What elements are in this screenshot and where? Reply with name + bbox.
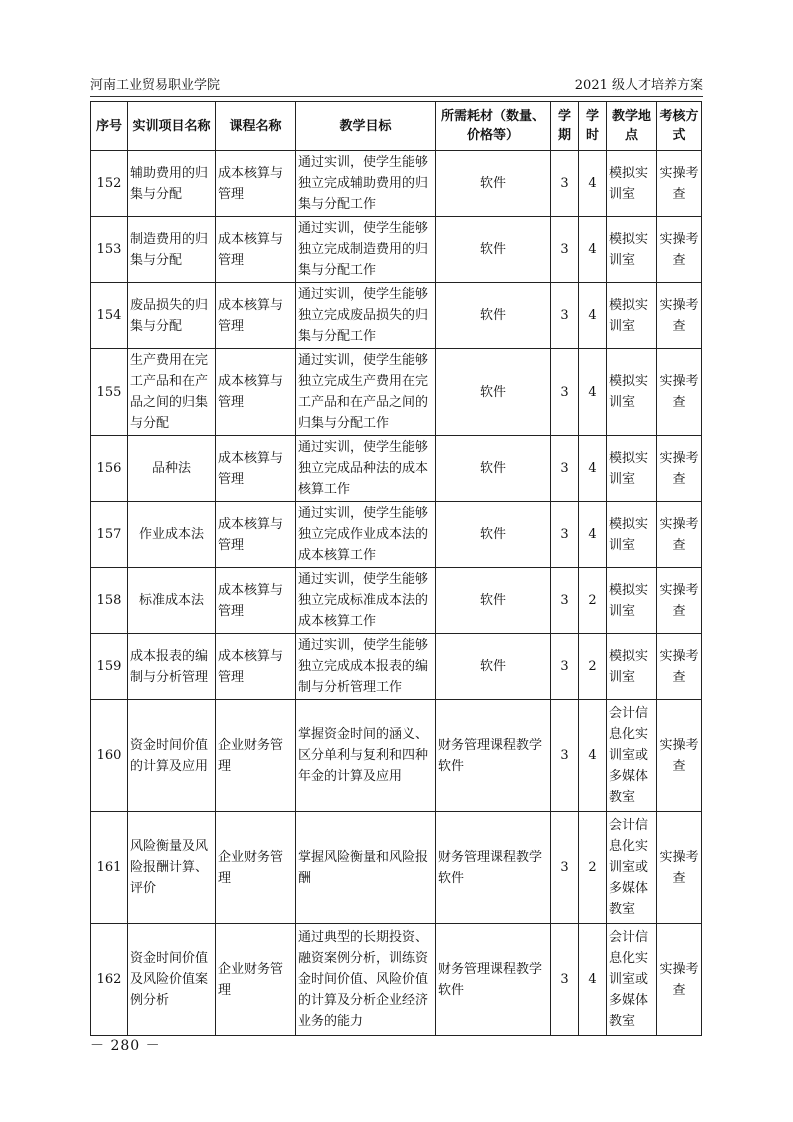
cell-no: 155 [91, 349, 128, 436]
cell-course: 成本核算与管理 [216, 349, 296, 436]
cell-assess: 实操考查 [657, 924, 702, 1036]
cell-course: 企业财务管理 [216, 924, 296, 1036]
table-row [91, 436, 702, 502]
cell-material: 财务管理课程教学软件 [436, 924, 551, 1036]
page-number: － 280 － [90, 1038, 161, 1054]
cell-course: 企业财务管理 [216, 812, 296, 924]
table-row [91, 502, 702, 568]
cell-place: 会计信息化实训室或多媒体教室 [607, 812, 657, 924]
cell-hours: 4 [579, 436, 607, 502]
cell-goal: 通过实训，使学生能够独立完成品种法的成本核算工作 [296, 436, 436, 502]
cell-assess: 实操考查 [657, 436, 702, 502]
cell-assess: 实操考查 [657, 217, 702, 283]
cell-assess: 实操考查 [657, 634, 702, 700]
cell-course: 成本核算与管理 [216, 217, 296, 283]
document-title: 2021 级人才培养方案 [574, 78, 703, 93]
cell-goal: 通过实训，使学生能够独立完成制造费用的归集与分配工作 [296, 217, 436, 283]
table-row [91, 812, 702, 924]
cell-material: 软件 [436, 349, 551, 436]
cell-hours: 4 [579, 283, 607, 349]
cell-goal: 通过实训，使学生能够独立完成辅助费用的归集与分配工作 [296, 151, 436, 217]
cell-hours: 4 [579, 502, 607, 568]
cell-hours: 4 [579, 151, 607, 217]
cell-project: 品种法 [128, 436, 216, 502]
cell-place: 模拟实训室 [607, 217, 657, 283]
cell-material: 财务管理课程教学软件 [436, 812, 551, 924]
col-header-no: 序号 [91, 102, 128, 151]
cell-no: 154 [91, 283, 128, 349]
cell-place: 模拟实训室 [607, 502, 657, 568]
cell-project: 辅助费用的归集与分配 [128, 151, 216, 217]
cell-course: 成本核算与管理 [216, 502, 296, 568]
cell-goal: 通过实训，使学生能够独立完成生产费用在完工产品和在产品之间的归集与分配工作 [296, 349, 436, 436]
col-header-assess: 考核方式 [657, 102, 702, 151]
training-projects-table [90, 101, 702, 1036]
cell-assess: 实操考查 [657, 568, 702, 634]
cell-material: 软件 [436, 217, 551, 283]
cell-term: 3 [551, 349, 579, 436]
table-row [91, 568, 702, 634]
cell-assess: 实操考查 [657, 502, 702, 568]
cell-course: 成本核算与管理 [216, 634, 296, 700]
cell-goal: 通过实训，使学生能够独立完成废品损失的归集与分配工作 [296, 283, 436, 349]
cell-place: 模拟实训室 [607, 568, 657, 634]
table-row [91, 924, 702, 1036]
col-header-term: 学期 [551, 102, 579, 151]
cell-term: 3 [551, 502, 579, 568]
cell-project: 废品损失的归集与分配 [128, 283, 216, 349]
cell-project: 作业成本法 [128, 502, 216, 568]
cell-goal: 通过实训，使学生能够独立完成作业成本法的成本核算工作 [296, 502, 436, 568]
cell-project: 资金时间价值及风险价值案例分析 [128, 924, 216, 1036]
cell-term: 3 [551, 568, 579, 634]
cell-place: 模拟实训室 [607, 283, 657, 349]
cell-goal: 掌握资金时间的涵义、区分单利与复利和四种年金的计算及应用 [296, 700, 436, 812]
cell-course: 企业财务管理 [216, 700, 296, 812]
cell-course: 成本核算与管理 [216, 283, 296, 349]
table-row [91, 349, 702, 436]
cell-term: 3 [551, 151, 579, 217]
table-row [91, 151, 702, 217]
cell-no: 162 [91, 924, 128, 1036]
col-header-course: 课程名称 [216, 102, 296, 151]
cell-place: 模拟实训室 [607, 634, 657, 700]
cell-hours: 4 [579, 217, 607, 283]
cell-project: 风险衡量及风险报酬计算、评价 [128, 812, 216, 924]
cell-material: 软件 [436, 568, 551, 634]
cell-course: 成本核算与管理 [216, 436, 296, 502]
cell-hours: 4 [579, 700, 607, 812]
cell-assess: 实操考查 [657, 700, 702, 812]
table-header-row [91, 102, 702, 151]
cell-assess: 实操考查 [657, 283, 702, 349]
cell-project: 制造费用的归集与分配 [128, 217, 216, 283]
cell-material: 财务管理课程教学软件 [436, 700, 551, 812]
cell-assess: 实操考查 [657, 151, 702, 217]
cell-no: 161 [91, 812, 128, 924]
cell-term: 3 [551, 700, 579, 812]
page-header [90, 76, 703, 97]
cell-term: 3 [551, 217, 579, 283]
cell-place: 模拟实训室 [607, 436, 657, 502]
col-header-material: 所需耗材（数量、价格等） [436, 102, 551, 151]
cell-course: 成本核算与管理 [216, 151, 296, 217]
table-row [91, 700, 702, 812]
cell-no: 152 [91, 151, 128, 217]
cell-place: 模拟实训室 [607, 151, 657, 217]
cell-assess: 实操考查 [657, 812, 702, 924]
cell-no: 160 [91, 700, 128, 812]
cell-project: 生产费用在完工产品和在产品之间的归集与分配 [128, 349, 216, 436]
cell-course: 成本核算与管理 [216, 568, 296, 634]
cell-assess: 实操考查 [657, 349, 702, 436]
col-header-goal: 教学目标 [296, 102, 436, 151]
cell-no: 158 [91, 568, 128, 634]
col-header-project: 实训项目名称 [128, 102, 216, 151]
cell-material: 软件 [436, 283, 551, 349]
cell-place: 模拟实训室 [607, 349, 657, 436]
cell-hours: 2 [579, 634, 607, 700]
cell-no: 159 [91, 634, 128, 700]
cell-project: 成本报表的编制与分析管理 [128, 634, 216, 700]
table-row [91, 217, 702, 283]
col-header-place: 教学地点 [607, 102, 657, 151]
cell-place: 会计信息化实训室或多媒体教室 [607, 700, 657, 812]
cell-term: 3 [551, 436, 579, 502]
cell-hours: 2 [579, 812, 607, 924]
cell-hours: 4 [579, 924, 607, 1036]
cell-material: 软件 [436, 502, 551, 568]
cell-term: 3 [551, 924, 579, 1036]
col-header-hours: 学时 [579, 102, 607, 151]
cell-material: 软件 [436, 436, 551, 502]
school-name: 河南工业贸易职业学院 [90, 78, 221, 93]
cell-no: 157 [91, 502, 128, 568]
cell-material: 软件 [436, 151, 551, 217]
cell-goal: 通过典型的长期投资、融资案例分析，训练资金时间价值、风险价值的计算及分析企业经济业务的能力 [296, 924, 436, 1036]
cell-term: 3 [551, 283, 579, 349]
cell-goal: 掌握风险衡量和风险报酬 [296, 812, 436, 924]
cell-project: 标准成本法 [128, 568, 216, 634]
cell-term: 3 [551, 634, 579, 700]
table-row [91, 634, 702, 700]
table-row [91, 283, 702, 349]
cell-hours: 2 [579, 568, 607, 634]
cell-hours: 4 [579, 349, 607, 436]
cell-material: 软件 [436, 634, 551, 700]
cell-no: 153 [91, 217, 128, 283]
cell-goal: 通过实训，使学生能够独立完成成本报表的编制与分析管理工作 [296, 634, 436, 700]
cell-project: 资金时间价值的计算及应用 [128, 700, 216, 812]
cell-place: 会计信息化实训室或多媒体教室 [607, 924, 657, 1036]
cell-no: 156 [91, 436, 128, 502]
cell-goal: 通过实训，使学生能够独立完成标准成本法的成本核算工作 [296, 568, 436, 634]
cell-term: 3 [551, 812, 579, 924]
